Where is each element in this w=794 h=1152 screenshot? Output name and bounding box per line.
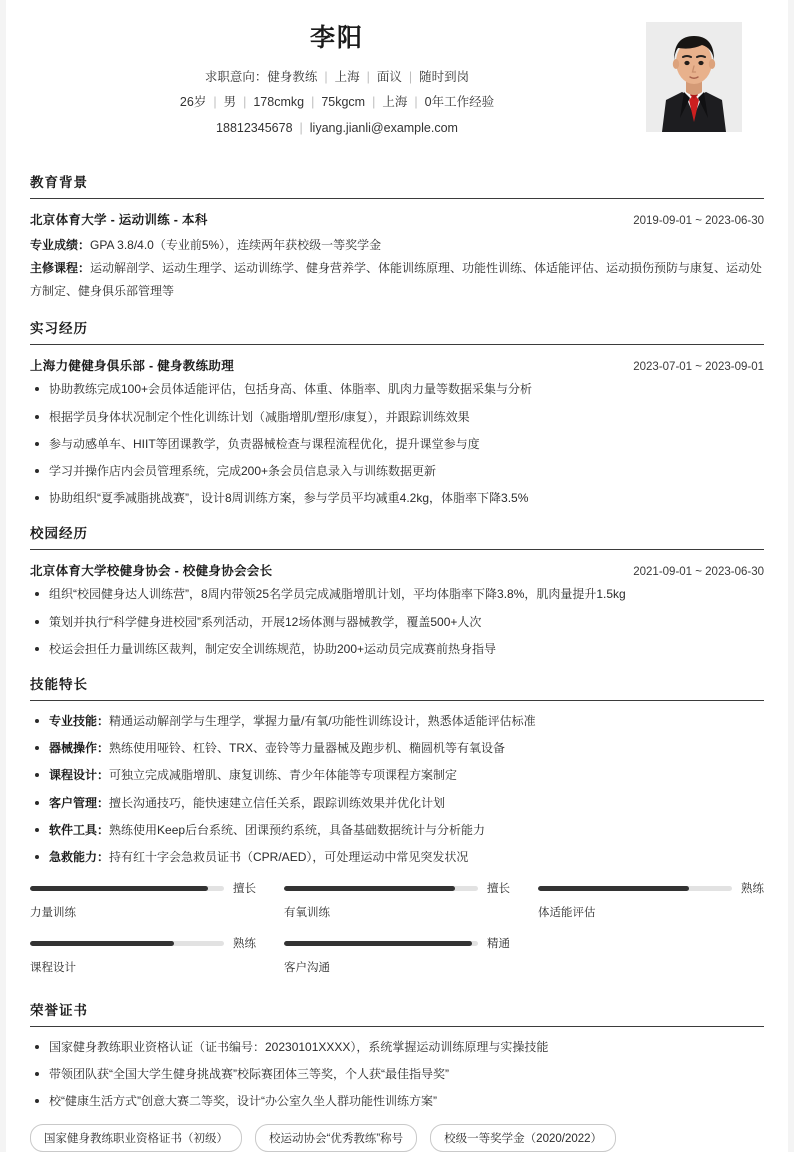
education-courses-label: 主修课程： xyxy=(30,261,91,276)
skill-name-label: 客户沟通 xyxy=(284,962,330,975)
skill-bar-track xyxy=(538,886,732,891)
section-title-internship: 实习经历 xyxy=(30,321,88,337)
skill-level-label: 擅长 xyxy=(487,883,510,896)
job-intent-salary: 面议 xyxy=(376,69,402,84)
skill-text: 熟练使用Keep后台系统、团课预约系统，具备基础数据统计与分析能力 xyxy=(109,822,486,837)
section-divider xyxy=(30,344,764,345)
list-item: 组织“校园健身达人训练营”，8周内带领25名学员完成减脂增肌计划，平均体脂率下降3.8%，肌肉量提升1.5kg xyxy=(30,585,764,604)
separator-icon: | xyxy=(414,95,418,110)
skill-label: 客户管理： xyxy=(49,795,110,810)
skill-text: 持有红十字会急救员证书（CPR/AED），可处理运动中常见突发状况 xyxy=(109,849,469,864)
internship-entry-date: 2023-07-01 ~ 2023-09-01 xyxy=(633,361,764,374)
list-item: 协助教练完成100+会员体适能评估，包括身高、体重、体脂率、肌肉力量等数据采集与分析 xyxy=(30,380,764,399)
separator-icon: | xyxy=(299,120,303,135)
entry-header xyxy=(30,210,764,228)
honor-tag: 国家健身教练职业资格证书（初级） xyxy=(30,1124,242,1152)
education-courses-value: 运动解剖学、运动生理学、运动训练学、健身营养学、体能训练原理、功能性训练、体适能评估、运动损伤预防与康复、运动处方制定、健身俱乐部管理等 xyxy=(30,261,763,299)
candidate-name: 李阳 xyxy=(309,24,364,52)
skill-bar-track xyxy=(30,886,224,891)
entry-header xyxy=(30,356,764,374)
avatar-illustration-icon xyxy=(646,22,742,132)
education-grade-line xyxy=(30,234,764,257)
list-item xyxy=(30,739,764,758)
internship-entry-title: 上海力健健身俱乐部 - 健身教练助理 xyxy=(30,359,235,374)
list-item: 国家健身教练职业资格认证（证书编号：20230101XXXX），系统掌握运动训练原理与实操技能 xyxy=(30,1038,764,1057)
contact-email[interactable]: liyang.jianli@example.com xyxy=(309,120,458,135)
job-intent-city: 上海 xyxy=(334,69,360,84)
skill-bar-fill xyxy=(30,886,208,891)
skill-bar-row xyxy=(538,881,764,895)
section-education xyxy=(0,171,794,303)
separator-icon: | xyxy=(366,69,370,84)
basic-experience: 0年工作经验 xyxy=(424,95,495,110)
list-item xyxy=(30,712,764,731)
education-courses-line xyxy=(30,257,764,303)
skill-text: 精通运动解剖学与生理学，掌握力量/有氧/功能性训练设计，熟悉体适能评估标准 xyxy=(109,713,536,728)
basic-height: 178cmkg xyxy=(253,95,305,110)
list-item: 校“健康生活方式”创意大赛二等奖，设计“办公室久坐人群功能性训练方案” xyxy=(30,1092,764,1111)
job-intent-position: 健身教练 xyxy=(267,69,318,84)
skill-bar-fill xyxy=(30,941,174,946)
list-item xyxy=(30,848,764,867)
section-campus xyxy=(0,522,794,659)
list-item xyxy=(30,766,764,785)
campus-bullet-list xyxy=(30,585,764,659)
skill-bar-cell xyxy=(30,881,256,930)
skill-label: 软件工具： xyxy=(49,822,110,837)
section-internship xyxy=(0,317,794,508)
separator-icon: | xyxy=(243,95,247,110)
job-intent-label: 求职意向： xyxy=(204,69,268,84)
job-intent-line xyxy=(30,65,644,91)
skill-bar-row xyxy=(30,881,256,895)
skill-bar-fill xyxy=(284,886,455,891)
separator-icon: | xyxy=(311,95,315,110)
skill-bar-row xyxy=(284,936,510,950)
list-item xyxy=(30,794,764,813)
section-title-campus: 校园经历 xyxy=(30,526,88,542)
skill-bar-row xyxy=(284,881,510,895)
list-item: 学习并操作店内会员管理系统，完成200+条会员信息录入与训练数据更新 xyxy=(30,462,764,481)
education-entry-date: 2019-09-01 ~ 2023-06-30 xyxy=(633,215,764,228)
skill-name-label: 力量训练 xyxy=(30,907,76,920)
avatar xyxy=(646,22,742,132)
page-right-edge xyxy=(788,0,794,1152)
skill-level-label: 熟练 xyxy=(233,938,256,951)
list-item: 校运会担任力量训练区裁判，制定安全训练规范，协助200+运动员完成赛前热身指导 xyxy=(30,640,764,659)
skill-name-label: 体适能评估 xyxy=(538,907,596,920)
separator-icon: | xyxy=(324,69,328,84)
honor-tag: 校级一等奖学金（2020/2022） xyxy=(430,1124,616,1152)
basic-gender: 男 xyxy=(223,95,237,110)
section-divider xyxy=(30,1026,764,1027)
separator-icon: | xyxy=(213,95,217,110)
skill-bar-grid xyxy=(30,881,764,985)
honor-tag-list xyxy=(30,1124,764,1152)
skill-bar-cell xyxy=(538,881,764,930)
skill-bar-cell xyxy=(30,936,256,985)
skill-bar-track xyxy=(284,886,478,891)
campus-entry xyxy=(30,561,764,659)
section-divider xyxy=(30,549,764,550)
skills-bullet-list xyxy=(30,712,764,867)
section-divider xyxy=(30,198,764,199)
skill-level-label: 熟练 xyxy=(741,883,764,896)
contact-line xyxy=(30,116,644,142)
section-honors xyxy=(0,999,794,1152)
skill-bar-row xyxy=(30,936,256,950)
skill-level-label: 精通 xyxy=(487,938,510,951)
list-item xyxy=(30,821,764,840)
skill-bar-track xyxy=(30,941,224,946)
internship-entry xyxy=(30,356,764,508)
resume-header xyxy=(0,0,794,157)
skill-name-label: 有氧训练 xyxy=(284,907,330,920)
list-item: 参与动感单车、HIIT等团课教学，负责器械检查与课程流程优化，提升课堂参与度 xyxy=(30,435,764,454)
basic-age: 26岁 xyxy=(179,95,207,110)
skill-name-label: 课程设计 xyxy=(30,962,76,975)
skill-label: 课程设计： xyxy=(49,768,110,783)
education-grade-label: 专业成绩： xyxy=(30,238,91,253)
page-left-edge xyxy=(0,0,6,1152)
education-entry-title: 北京体育大学 - 运动训练 - 本科 xyxy=(30,213,208,228)
basic-city: 上海 xyxy=(382,95,408,110)
section-skills xyxy=(0,673,794,985)
section-title-skills: 技能特长 xyxy=(30,676,88,692)
contact-phone[interactable]: 18812345678 xyxy=(216,120,293,135)
education-grade-value: GPA 3.8/4.0（专业前5%），连续两年获校级一等奖学金 xyxy=(90,238,382,253)
skill-label: 急救能力： xyxy=(49,849,110,864)
basic-info-line xyxy=(30,90,644,116)
skill-bar-cell-empty xyxy=(538,936,764,985)
entry-header xyxy=(30,561,764,579)
honor-tag: 校运动协会“优秀教练”称号 xyxy=(255,1124,417,1152)
list-item: 带领团队获“全国大学生健身挑战赛”校际赛团体三等奖，个人获“最佳指导奖” xyxy=(30,1065,764,1084)
section-title-honors: 荣誉证书 xyxy=(30,1003,88,1019)
skill-label: 器械操作： xyxy=(49,741,110,756)
campus-entry-title: 北京体育大学校健身协会 - 校健身协会会长 xyxy=(30,564,273,579)
skill-bar-fill xyxy=(284,941,472,946)
list-item: 协助组织“夏季减脂挑战赛”，设计8周训练方案，参与学员平均减重4.2kg，体脂率下降3.5% xyxy=(30,489,764,508)
skill-bar-track xyxy=(284,941,478,946)
section-divider xyxy=(30,700,764,701)
education-entry xyxy=(30,210,764,303)
basic-weight: 75kgcm xyxy=(321,95,366,110)
honors-bullet-list xyxy=(30,1038,764,1112)
skill-text: 熟练使用哑铃、杠铃、TRX、壶铃等力量器械及跑步机、椭圆机等有氧设备 xyxy=(109,741,506,756)
list-item: 根据学员身体状况制定个性化训练计划（减脂增肌/塑形/康复），并跟踪训练效果 xyxy=(30,408,764,427)
campus-entry-date: 2021-09-01 ~ 2023-06-30 xyxy=(633,566,764,579)
skill-text: 擅长沟通技巧，能快速建立信任关系，跟踪训练效果并优化计划 xyxy=(109,795,446,810)
skill-bar-fill xyxy=(538,886,689,891)
separator-icon: | xyxy=(372,95,376,110)
skill-bar-cell xyxy=(284,881,510,930)
internship-bullet-list xyxy=(30,380,764,508)
list-item: 策划并执行“科学健身进校园”系列活动，开展12场体测与器械教学，覆盖500+人次 xyxy=(30,613,764,632)
separator-icon: | xyxy=(408,69,413,84)
skill-bar-cell xyxy=(284,936,510,985)
skill-label: 专业技能： xyxy=(49,713,110,728)
section-title-education: 教育背景 xyxy=(30,175,88,191)
skill-level-label: 擅长 xyxy=(233,883,256,896)
skill-text: 可独立完成减脂增肌、康复训练、青少年体能等专项课程方案制定 xyxy=(109,768,458,783)
job-intent-availability: 随时到岗 xyxy=(419,69,470,84)
